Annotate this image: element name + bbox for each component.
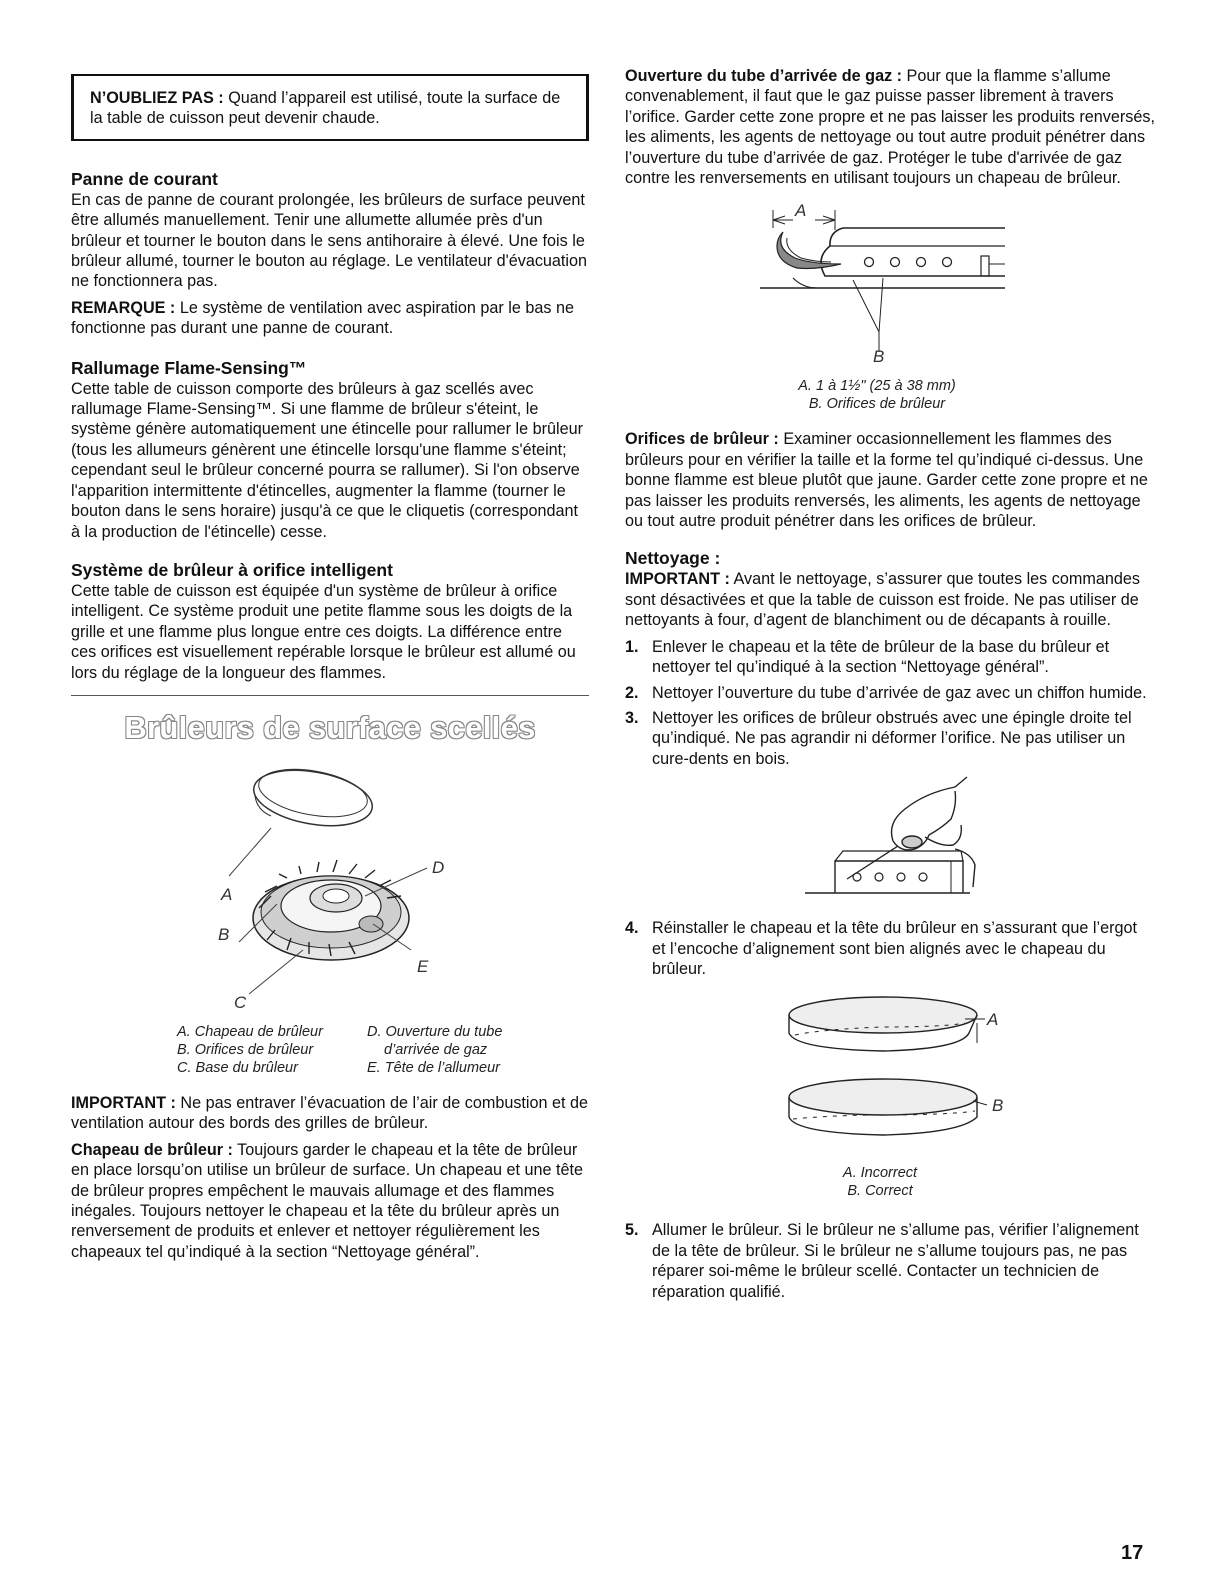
legend-e: E. Tête de l’allumeur <box>367 1059 500 1076</box>
important-label: IMPORTANT : <box>71 1093 176 1112</box>
smart-burner-heading: Système de brûleur à orifice intelligent <box>71 559 393 580</box>
important-paragraph <box>71 1093 589 1134</box>
dimension-callout-a: A <box>795 201 807 221</box>
step-1 <box>625 637 1155 678</box>
relight-text: Cette table de cuisson comporte des brûleurs à gaz scellés avec rallumage Flame-Sensing™. Si une flamme de brûleur s'éteint, le système génère automatiquement une étincelle pour rallumer le brûleur (tous les allumeurs génèrent une étincelle lorsqu'une flamme s'éteint; cependant seul le brûleur concerné pourra se rallumer). Si l'on observe l'apparition intermittente d'étincelles, augmenter la flamme (tourner le bouton dans le sens horaire) jusqu'à ce que le cliquetis (correspondant à la production de l'étincelle) cesse. <box>71 379 583 541</box>
legend-c: C. Base du brûleur <box>177 1059 298 1076</box>
callout-d: D <box>432 857 445 877</box>
legend-d-continued: d’arrivée de gaz <box>384 1041 488 1058</box>
dimension-lines <box>773 210 883 352</box>
relight-heading: Rallumage Flame-Sensing™ <box>71 357 307 378</box>
step-5 <box>625 1220 1155 1302</box>
caption-dimension: A. 1 à 1½" (25 à 38 mm) <box>798 378 956 395</box>
step-3 <box>625 708 1155 769</box>
step-number: 4. <box>625 919 639 938</box>
cleaning-steps-continued <box>625 918 1155 979</box>
legend-a: A. Chapeau de brûleur <box>177 1023 323 1040</box>
gas-tube-paragraph <box>625 66 1155 188</box>
orifices-text: Examiner occasionnellement les flammes des brûleurs pour en vérifier la taille et la forme tel qu’indiqué ci-dessus. Une bonne flamme est bleue plutôt que jaune. Garder cette zone propre et ne pas laisser les produits renversés, les aliments, les agents de nettoyage ou tout autre produit pénétrer dans les orifices de brûleur. <box>625 430 1148 531</box>
step-number: 5. <box>625 1221 639 1240</box>
step-text: Nettoyer les orifices de brûleur obstrués avec une épingle droite tel qu’indiqué. Ne pas agrandir ni déformer l’orifice. Ne pas utiliser un cure-dents en bois. <box>652 708 1132 768</box>
reminder-label: N’OUBLIEZ PAS : <box>90 89 224 107</box>
pin-cleaning-illustration <box>625 769 1155 901</box>
smart-burner-text: Cette table de cuisson est équipée d'un système de brûleur à orifice intelligent. Ce système produit une petite flamme sous les doigts de la grille et une flamme plus longue entre ces doigts. La différence entre ces orifices est visuellement repérable lorsque le brûleur est allumé ou lors du réglage de la longueur des flammes. <box>71 581 576 682</box>
remark-text: Le système de ventilation avec aspiration par le bas ne fonctionne pas durant une panne de courant. <box>71 298 574 338</box>
callout-c: C <box>234 992 247 1012</box>
callout-incorrect-a: A <box>987 1010 999 1030</box>
orifices-paragraph <box>625 429 1155 531</box>
reminder-box <box>71 74 589 141</box>
step-text: Enlever le chapeau et la tête de brûleur de la base du brûleur et nettoyer tel qu’indiqué à la section “Nettoyage général”. <box>652 637 1110 677</box>
cleaning-important-text: Avant le nettoyage, s’assurer que toutes les commandes sont désactivées et que la table de cuisson est froide. Ne pas utiliser de nettoyants à four, d’agent de blanchiment ou de décapants à rouille. <box>625 570 1140 630</box>
right-column <box>625 66 1155 1302</box>
caption-incorrect: A. Incorrect <box>842 1165 918 1182</box>
burner-cap-drawing <box>249 762 376 834</box>
cap-label: Chapeau de brûleur : <box>71 1140 233 1159</box>
burner-base-drawing <box>253 860 409 960</box>
cap-alignment-caption <box>625 1164 1155 1200</box>
sealed-burner-illustration <box>71 746 589 1016</box>
left-column <box>71 64 589 1262</box>
incorrect-cap-drawing <box>789 997 985 1051</box>
caption-correct: B. Correct <box>847 1183 913 1200</box>
power-outage-text: En cas de panne de courant prolongée, les brûleurs de surface peuvent être allumés manuellement. Tenir une allumette allumée près d'un brûleur et tourner le bouton dans le sens antihoraire à élevé. Une fois le brûleur allumé, tourner le bouton au réglage. Le ventilateur d'évacuation ne fonctionnera pas. <box>71 190 588 291</box>
burner-legend <box>177 1023 589 1077</box>
orifices-label: Orifices de brûleur : <box>625 430 779 449</box>
step-text: Nettoyer l’ouverture du tube d’arrivée de gaz avec un chiffon humide. <box>652 683 1147 702</box>
step-2 <box>625 683 1155 703</box>
cleaning-important-paragraph <box>625 569 1155 630</box>
cleaning-steps-final <box>625 1220 1155 1302</box>
sealed-burners-figure-title: Brûleurs de surface scellés <box>124 709 536 745</box>
callout-a: A <box>221 884 233 904</box>
step-4 <box>625 918 1155 979</box>
orifice-callout-b: B <box>873 347 885 367</box>
cap-paragraph <box>71 1140 589 1262</box>
correct-cap-drawing <box>789 1079 987 1135</box>
step-number: 1. <box>625 637 639 656</box>
cleaning-heading: Nettoyage : <box>625 548 721 569</box>
cleaning-important-label: IMPORTANT : <box>625 570 730 589</box>
remark-paragraph <box>71 298 589 339</box>
important-text: Ne pas entraver l’évacuation de l’air de combustion et de ventilation autour des bords des grilles de brûleur. <box>71 1093 589 1133</box>
caption-orifices: B. Orifices de brûleur <box>808 396 946 413</box>
cap-alignment-illustration <box>625 993 1155 1153</box>
cleaning-steps <box>625 637 1155 769</box>
legend-b: B. Orifices de brûleur <box>177 1041 314 1058</box>
step-number: 3. <box>625 708 639 727</box>
gas-tube-illustration <box>625 198 1155 368</box>
cap-text: Toujours garder le chapeau et la tête de brûleur en place lorsqu’on utilise un brûleur de surface. Un chapeau et une tête de brûleur propres empêchent le mauvais allumage et des flammes inégales. Toujours nettoyer le chapeau et la tête du brûleur après un renversement de produits et enlever et nettoyer régulièrement les chapeaux tel qu’indiqué à la section “Nettoyage général”. <box>71 1140 584 1261</box>
section-divider <box>71 695 589 696</box>
gas-tube-text: Pour que la flamme s’allume convenablement, il faut que le gaz puisse passer librement à travers l’orifice. Garder cette zone propre et ne pas laisser les produits renversés, les aliments, les agents de nettoyage ou tout autre produit pénétrer dans l’ouverture du tube d’arrivée de gaz. Protéger le tube d'arrivée de gaz contre les renversements en utilisant toujours un chapeau de brûleur. <box>625 67 1155 188</box>
page-number: 17 <box>1121 1542 1144 1564</box>
step-number: 2. <box>625 683 639 702</box>
callout-e: E <box>417 956 429 976</box>
callout-b: B <box>218 924 230 944</box>
reminder-text: Quand l’appareil est utilisé, toute la surface de la table de cuisson peut devenir chaude. <box>90 89 561 128</box>
step-text: Allumer le brûleur. Si le brûleur ne s’allume pas, vérifier l’alignement de la tête de brûleur. Si le brûleur ne s’allume toujours pas, ne pas réparer soi-même le brûleur scellé. Contacter un technicien de réparation qualifié. <box>652 1221 1139 1301</box>
power-outage-heading: Panne de courant <box>71 168 218 189</box>
burner-with-pin-drawing <box>805 835 970 893</box>
remark-label: REMARQUE : <box>71 298 176 317</box>
legend-d: D. Ouverture du tube <box>367 1023 503 1040</box>
step-text: Réinstaller le chapeau et la tête du brûleur en s’assurant que l’ergot et l’encoche d’alignement sont bien alignés avec le chapeau du brûleur. <box>652 919 1138 978</box>
gas-tube-label: Ouverture du tube d’arrivée de gaz : <box>625 67 903 85</box>
gas-tube-caption <box>625 377 1155 413</box>
callout-correct-b: B <box>992 1096 1004 1116</box>
